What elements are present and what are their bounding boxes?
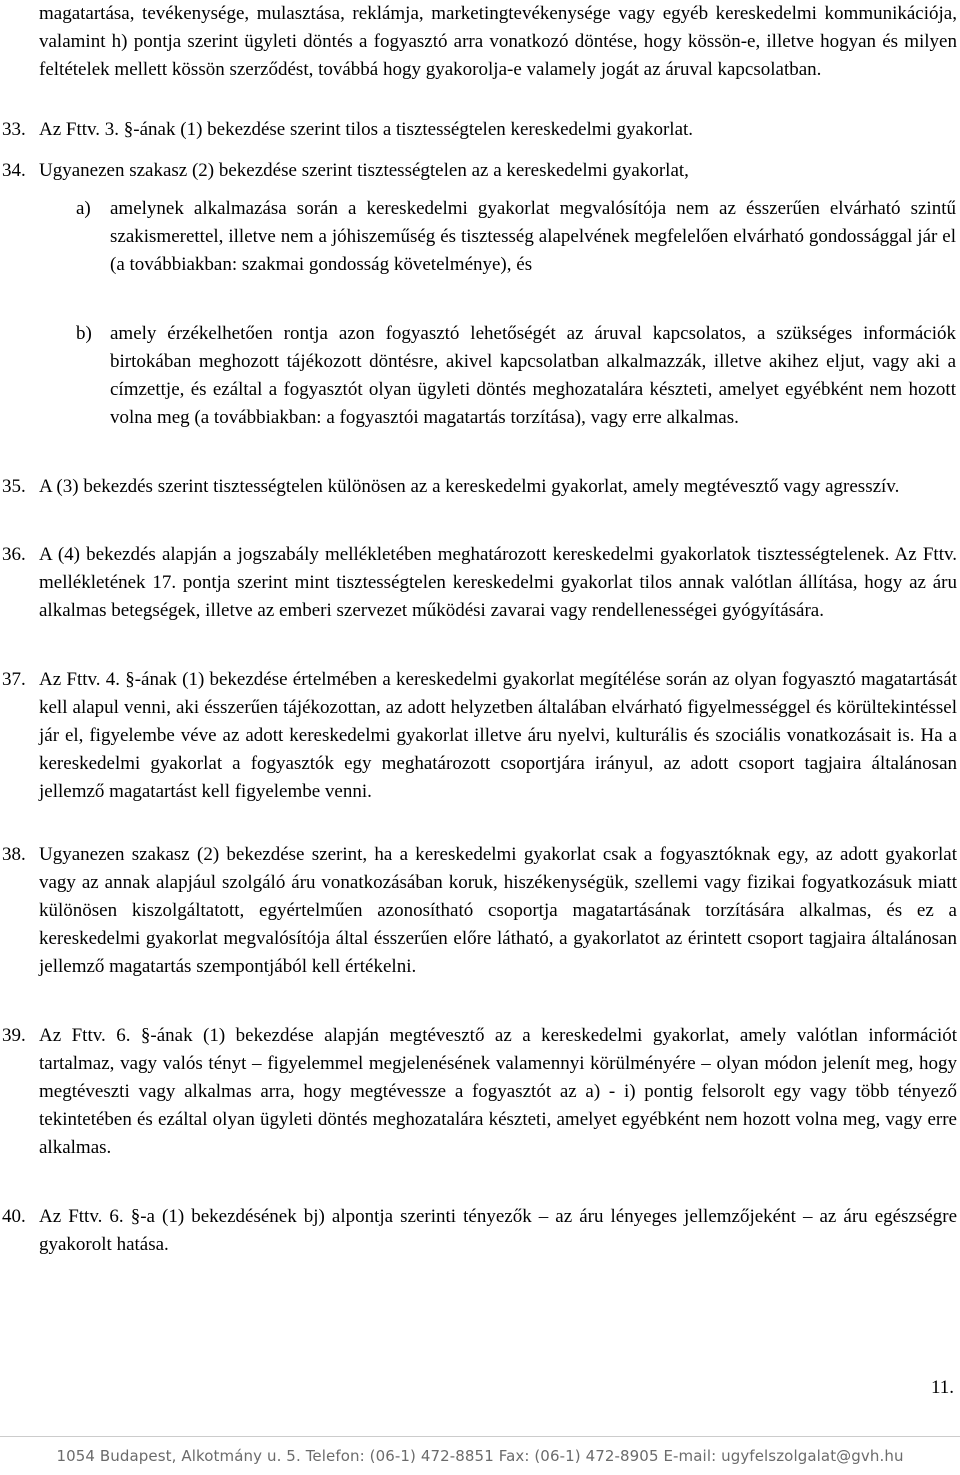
subitem-b: amely érzékelhetően rontja azon fogyasztó lehetőségét az áruval kapcsolatos, a szükséges információk birtokában meghozott tájékozott döntésre, akivel kapcsolatban alkalmazzák, illetve akihez eljut, vagy aki a címzettje, és ezáltal a fogyasztót olyan ügyleti döntés meghozatalára készteti, amelyet egyébként nem hozott volna meg (a továbbiakban: a fogyasztói magatartás torzítása), vagy erre alkalmas. xyxy=(110,323,956,428)
paragraph-number: 34. xyxy=(2,160,26,181)
paragraph-35 xyxy=(2,473,957,501)
paragraph-36 xyxy=(2,541,957,625)
subitem-label: a) xyxy=(76,198,91,219)
footer-contact: 1054 Budapest, Alkotmány u. 5. Telefon: (06-1) 472-8851 Fax: (06-1) 472-8905 E-mail: ugyfelszolgalat@gvh.hu xyxy=(0,1436,960,1474)
subitem-a: amelynek alkalmazása során a kereskedelmi gyakorlat megvalósítója nem az ésszerűen elvárható szintű szakismerettel, illetve nem a jóhiszeműség és tisztesség alapelvének megfelelően elvárható gondossággal jár el (a továbbiakban: szakmai gondosság követelménye), és xyxy=(110,198,956,275)
paragraph-text: Ugyanezen szakasz (2) bekezdése szerint tisztességtelen az a kereskedelmi gyakorlat, xyxy=(39,160,689,181)
paragraph-number: 37. xyxy=(2,669,26,690)
paragraph-number: 36. xyxy=(2,544,26,565)
paragraph-39 xyxy=(2,1022,957,1162)
paragraph-number: 38. xyxy=(2,844,26,865)
paragraph-number: 39. xyxy=(2,1025,26,1046)
paragraph-text: Az Fttv. 6. §-ának (1) bekezdése alapján megtévesztő az a kereskedelmi gyakorlat, amely valótlan információt tartalmaz, vagy valós tényt – figyelemmel megjelenésének valamennyi körülményére – olyan módon jelenít meg, hogy megtéveszti vagy alkalmas arra, hogy megtévessze a fogyasztót az a) - i) pontig felsorolt egy vagy több tényező tekintetében és ezáltal olyan ügyleti döntés meghozatalára készteti, amelyet egyébként nem hozott volna meg, vagy erre alkalmas. xyxy=(39,1025,957,1158)
paragraph-continuation: magatartása, tevékenysége, mulasztása, reklámja, marketingtevékenysége vagy egyéb kereskedelmi kommunikációja, valamint h) pontja szerint ügyleti döntés a fogyasztó arra vonatkozó döntése, hogy kössön-e, illetve hogyan és milyen feltételek mellett kössön szerződést, továbbá hogy gyakorolja-e valamely jogát az áruval kapcsolatban. xyxy=(39,3,957,80)
subitem-label: b) xyxy=(76,323,92,344)
paragraph-34 xyxy=(2,157,957,185)
paragraph-text: Ugyanezen szakasz (2) bekezdése szerint, ha a kereskedelmi gyakorlat csak a fogyasztóknak egy, az adott gyakorlat vagy az annak alapjául szolgáló áru vonatkozásában koruk, hiszékenységük, szellemi vagy fizikai fogyatkozásuk miatt különösen kiszolgáltatott, egyértelműen azonosítható csoportja magatartásának torzítására alkalmas, és ez a kereskedelmi gyakorlat megvalósítója által ésszerűen előre látható, a gyakorlatot az érintett csoport tagjaira általánosan jellemző magatartás szempontjából kell értékelni. xyxy=(39,844,957,977)
paragraph-40 xyxy=(2,1203,957,1259)
page-number: 11. xyxy=(930,1377,954,1398)
paragraph-text: Az Fttv. 6. §-a (1) bekezdésének bj) alpontja szerinti tényezők – az áru lényeges jellemzőjeként – az áru egészségre gyakorolt hatása. xyxy=(39,1206,957,1255)
paragraph-number: 33. xyxy=(2,119,26,140)
paragraph-number: 40. xyxy=(2,1206,26,1227)
paragraph-number: 35. xyxy=(2,476,26,497)
paragraph-text: Az Fttv. 3. §-ának (1) bekezdése szerint tilos a tisztességtelen kereskedelmi gyakorlat. xyxy=(39,119,694,140)
paragraph-text: A (4) bekezdés alapján a jogszabály mellékletében meghatározott kereskedelmi gyakorlatok tisztességtelenek. Az Fttv. mellékletének 17. pontja szerint mint tisztességtelen kereskedelmi gyakorlat tilos annak valótlan állítása, hogy az áru alkalmas betegségek, illetve az emberi szervezet működési zavarai vagy rendellenességei gyógyítására. xyxy=(39,544,957,621)
paragraph-37 xyxy=(2,666,957,806)
paragraph-text: A (3) bekezdés szerint tisztességtelen különösen az a kereskedelmi gyakorlat, amely megtévesztő vagy agresszív. xyxy=(39,476,900,497)
paragraph-38 xyxy=(2,841,957,981)
paragraph-text: Az Fttv. 4. §-ának (1) bekezdése értelmében a kereskedelmi gyakorlat megítélése során az olyan fogyasztó magatartását kell alapul venni, aki ésszerűen tájékozottan, az adott helyzetben általában elvárható figyelmességgel és körültekintéssel jár el, figyelembe véve az adott kereskedelmi gyakorlat illetve áru nyelvi, kulturális és szociális vonatkozásait is. Ha a kereskedelmi gyakorlat a fogyasztók egy meghatározott csoportjára irányul, az adott csoport tagjaira általánosan jellemző magatartást kell figyelembe venni. xyxy=(39,669,957,802)
paragraph-33 xyxy=(2,116,957,144)
